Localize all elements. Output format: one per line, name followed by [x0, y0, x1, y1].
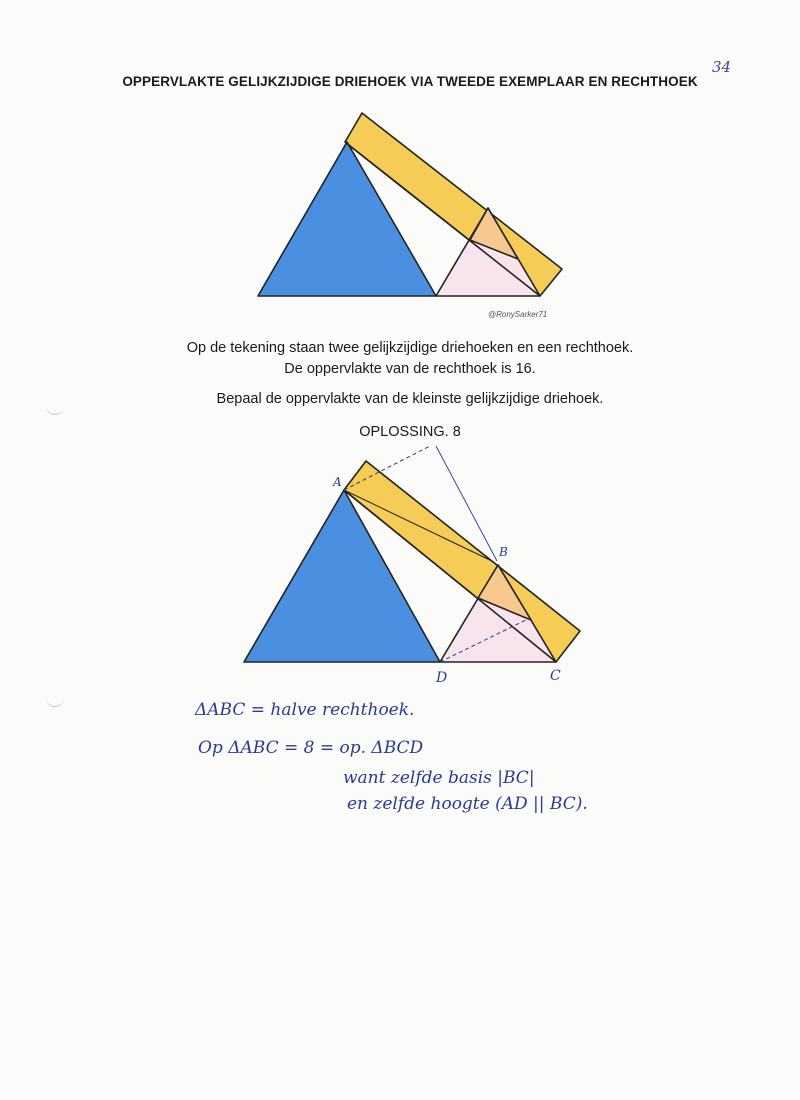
problem-line-1: Op de tekening staan twee gelijkzijdige driehoeken en een rechthoek. — [186, 340, 634, 356]
handwritten-line-2: Op ΔABC = 8 = op. ΔBCD — [198, 738, 424, 758]
page-number: 34 — [712, 58, 732, 76]
image-credit: @RonySarker71 — [488, 310, 548, 319]
problem-line-2: De oppervlakte van de rechthoek is 16. — [284, 361, 536, 377]
page-title: OPPERVLAKTE GELIJKZIJDIGE DRIEHOEK VIA TWEEDE EXEMPLAAR EN RECHTHOEK — [122, 74, 698, 89]
problem-statement — [0, 338, 800, 380]
handwritten-line-1: ΔABC = halve rechthoek. — [195, 700, 415, 720]
label-b: B — [499, 545, 508, 559]
label-c: C — [550, 668, 561, 684]
problem-figure — [258, 113, 562, 296]
handwritten-line-3: want zelfde basis |BC| — [343, 768, 535, 788]
solution-heading: OPLOSSING. 8 — [359, 424, 461, 440]
problem-question: Bepaal de oppervlakte van de kleinste gelijkzijdige driehoek. — [216, 391, 604, 407]
label-a: A — [333, 475, 342, 489]
handwritten-line-4: en zelfde hoogte (AD || BC). — [347, 794, 588, 814]
solution-figure — [244, 446, 580, 662]
label-d: D — [436, 670, 448, 686]
